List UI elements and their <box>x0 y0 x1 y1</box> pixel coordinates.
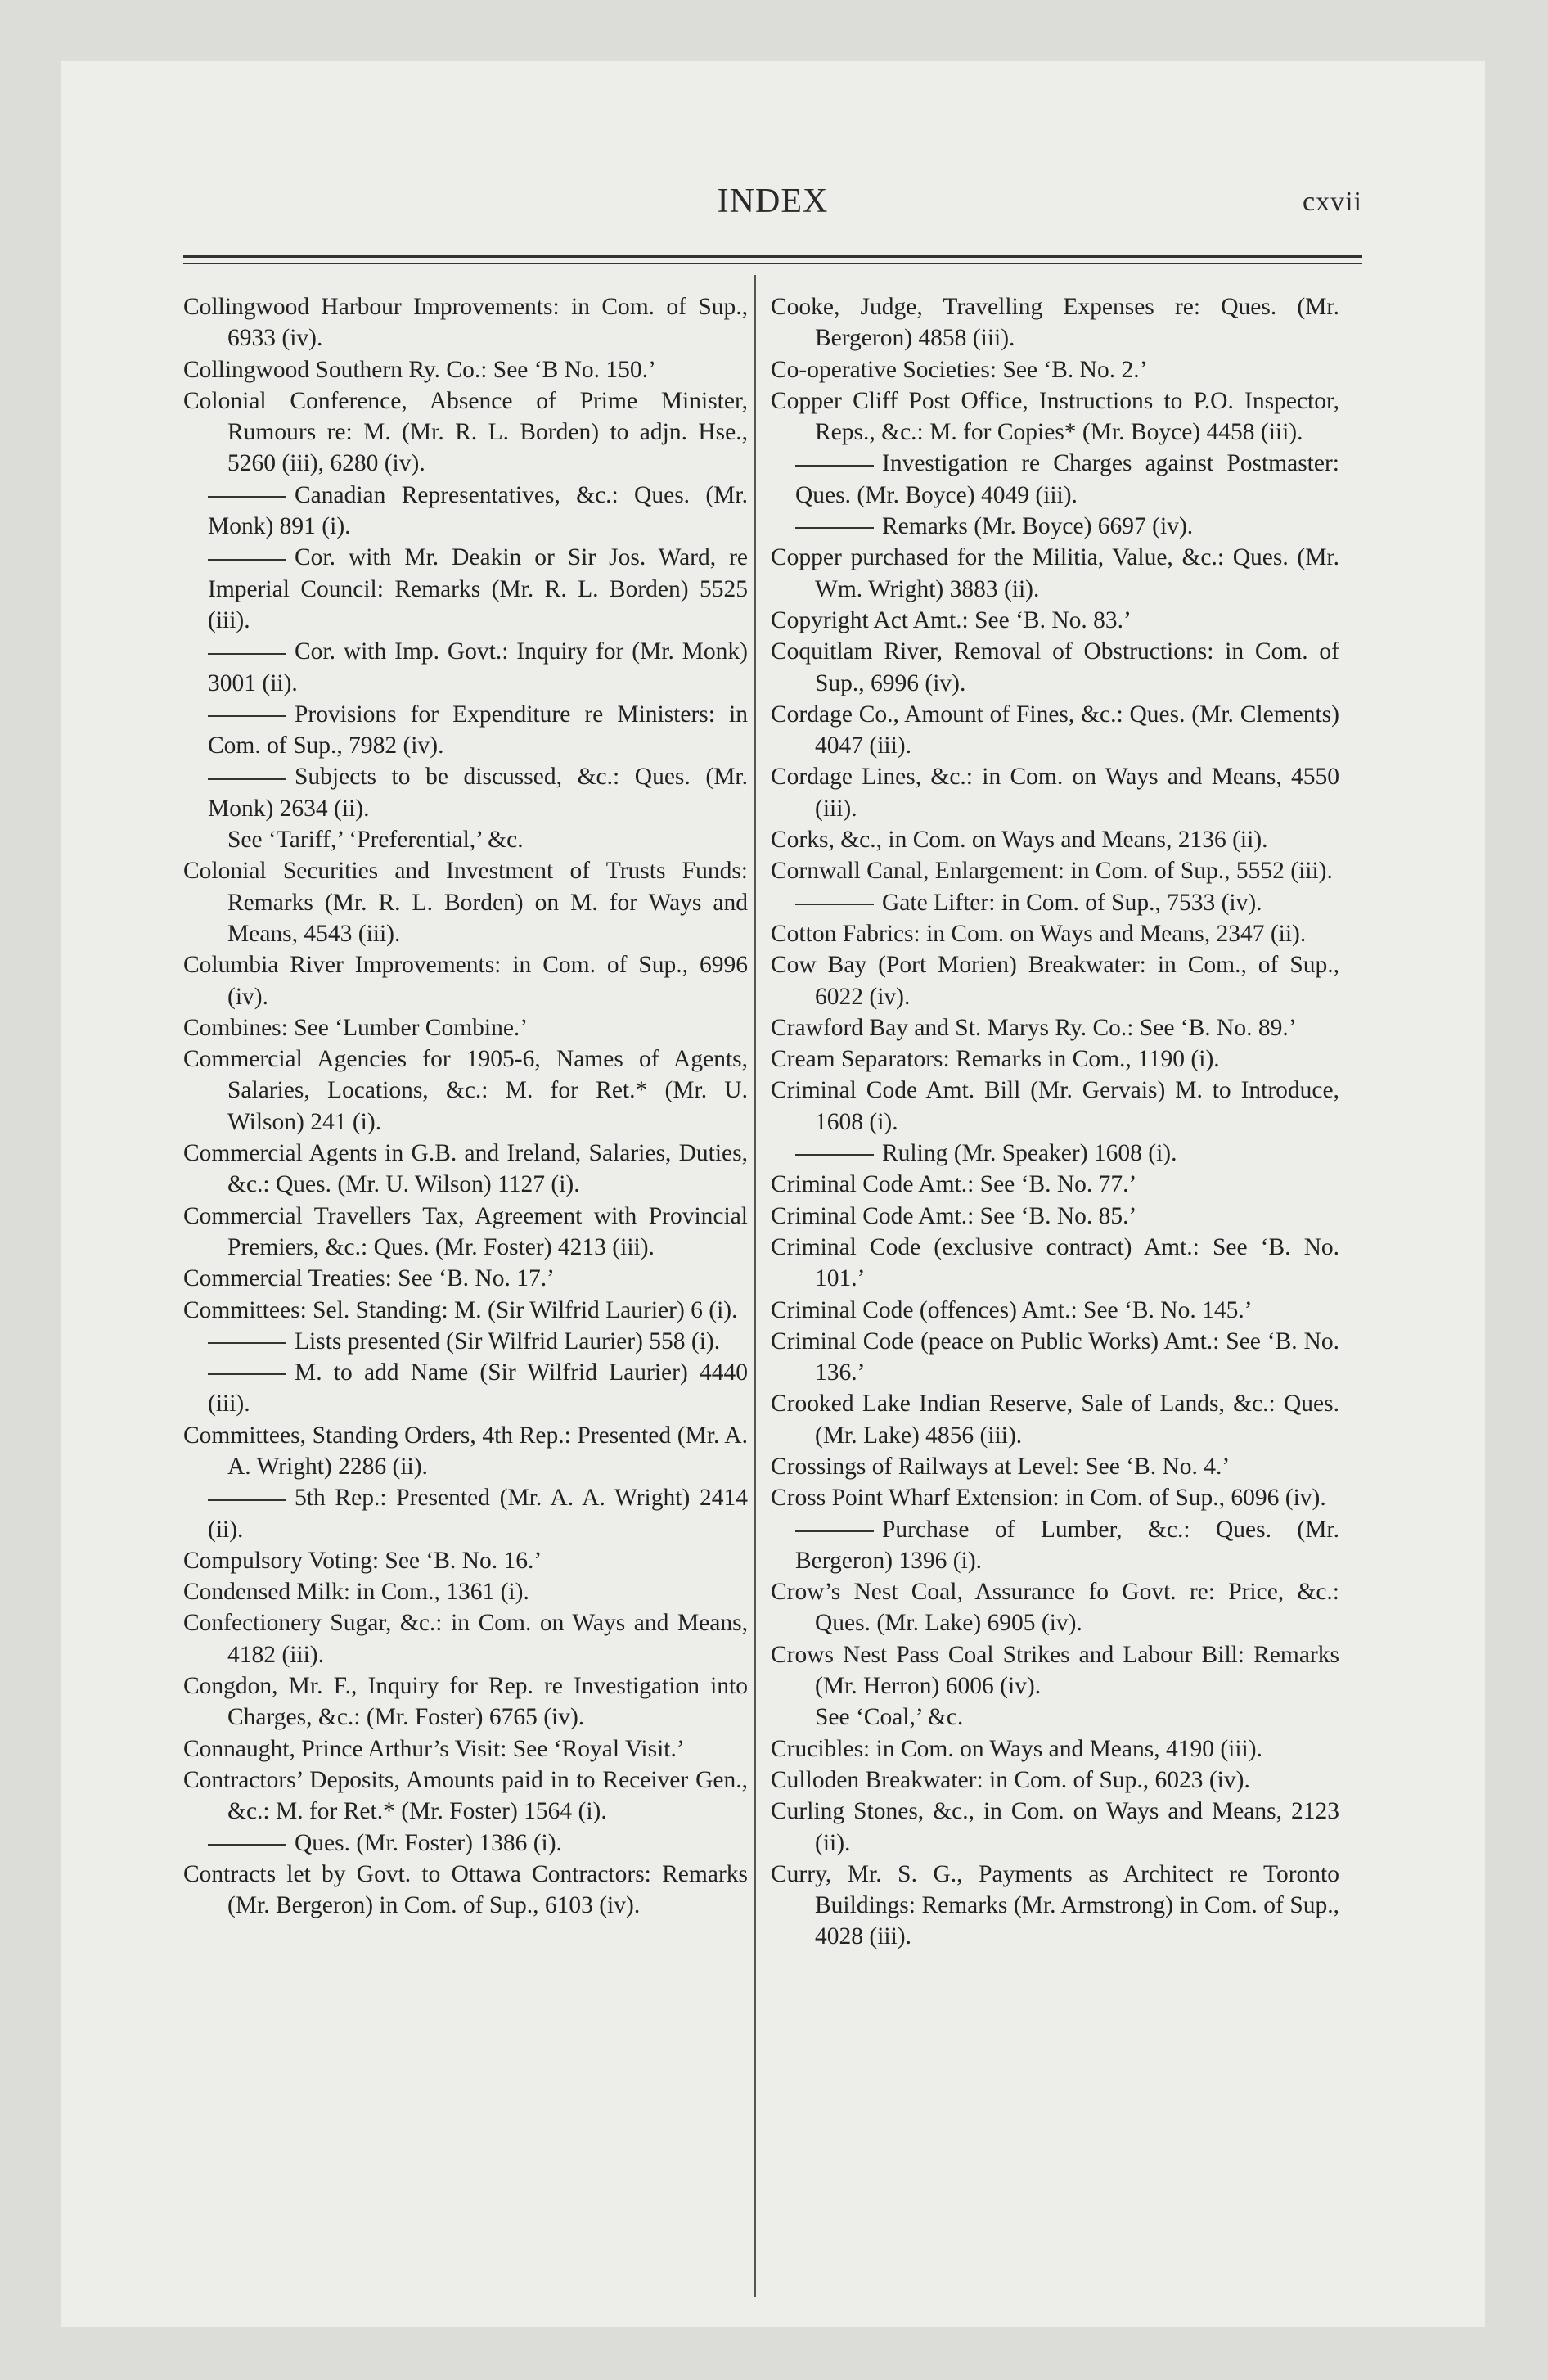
index-entry <box>771 855 1339 886</box>
entry-text: Cross Point Wharf Extension: in Com. of Sup., 6096 (iv). <box>771 1485 1326 1512</box>
index-entry <box>183 855 748 949</box>
index-entry <box>183 1138 748 1201</box>
index-subentry <box>751 1138 1339 1169</box>
column-divider <box>754 275 756 2297</box>
index-entry <box>771 824 1339 855</box>
index-subentry <box>164 542 748 636</box>
ditto-dash <box>208 778 286 780</box>
entry-text: Combines: See ‘Lumber Combine.’ <box>183 1014 529 1041</box>
entry-text: Committees: Sel. Standing: M. (Sir Wilfrid Laurier) 6 (i). <box>183 1296 738 1323</box>
entry-text: Connaught, Prince Arthur’s Visit: See ‘Royal Visit.’ <box>183 1735 685 1762</box>
entry-text: Confectionery Sugar, &c.: in Com. on Ways and Means, 4182 (iii). <box>183 1610 748 1668</box>
entry-text: Commercial Travellers Tax, Agreement with Provincial Premiers, &c.: Ques. (Mr. Foster) 4213 (iii). <box>183 1202 748 1260</box>
entry-text: Condensed Milk: in Com., 1361 (i). <box>183 1579 529 1606</box>
page-number: cxvii <box>1303 187 1362 217</box>
entry-text: Contracts let by Govt. to Ottawa Contractors: Remarks (Mr. Bergeron) in Com. of Sup., 6103 (iv). <box>183 1860 748 1919</box>
entry-text: Crooked Lake Indian Reserve, Sale of Lands, &c.: Ques. (Mr. Lake) 4856 (iii). <box>771 1391 1339 1449</box>
index-entry <box>771 1859 1339 1953</box>
entry-text: Crucibles: in Com. on Ways and Means, 4190 (iii). <box>771 1735 1262 1762</box>
index-subentry <box>164 1482 748 1545</box>
entry-text: Compulsory Voting: See ‘B. No. 16.’ <box>183 1547 542 1574</box>
entry-text: Ques. (Mr. Foster) 1386 (i). <box>295 1829 562 1856</box>
index-entry <box>183 1263 748 1294</box>
entry-text: Commercial Treaties: See ‘B. No. 17.’ <box>183 1265 555 1292</box>
entry-text: Crow’s Nest Coal, Assurance fo Govt. re: Price, &c.: Ques. (Mr. Lake) 6905 (iv). <box>771 1579 1339 1637</box>
index-entry <box>771 1044 1339 1075</box>
entry-text: Curling Stones, &c., in Com. on Ways and Means, 2123 (ii). <box>771 1798 1339 1856</box>
index-entry <box>771 1733 1339 1765</box>
entry-text: See ‘Tariff,’ ‘Preferential,’ &c. <box>227 827 524 854</box>
ditto-dash <box>795 1154 874 1156</box>
entry-text: Copper purchased for the Militia, Value, &c.: Ques. (Mr. Wm. Wright) 3883 (ii). <box>771 544 1339 602</box>
entry-text: Criminal Code Amt. Bill (Mr. Gervais) M. to Introduce, 1608 (i). <box>771 1077 1339 1135</box>
index-subentry <box>164 1326 748 1357</box>
entry-text: Curry, Mr. S. G., Payments as Architect re Toronto Buildings: Remarks (Mr. Armstrong) in Com. of Sup., 4028 (iii). <box>771 1860 1339 1950</box>
index-subentry <box>751 511 1339 542</box>
index-entry <box>183 1670 748 1733</box>
entry-text: Columbia River Improvements: in Com. of Sup., 6996 (iv). <box>183 952 748 1010</box>
entry-text: Ruling (Mr. Speaker) 1608 (i). <box>882 1140 1177 1167</box>
index-entry <box>183 1201 748 1264</box>
index-entry <box>771 1075 1339 1138</box>
index-entry <box>183 291 748 354</box>
index-subentry <box>164 761 748 824</box>
entry-text: Copper Cliff Post Office, Instructions to P.O. Inspector, Reps., &c.: M. for Copies* (Mr. Boyce) 4458 (iii). <box>771 387 1339 446</box>
index-entry <box>183 1859 748 1922</box>
index-entry <box>771 1451 1339 1482</box>
index-entry <box>771 605 1339 636</box>
entry-text: Subjects to be discussed, &c.: Ques. (Mr. Monk) 2634 (ii). <box>208 764 748 822</box>
index-entry <box>771 354 1339 385</box>
index-subentry <box>164 636 748 699</box>
index-entry <box>771 1201 1339 1232</box>
index-entry <box>771 1482 1339 1513</box>
index-entry <box>183 1576 748 1607</box>
entry-text: Cotton Fabrics: in Com. on Ways and Means, 2347 (ii). <box>771 920 1307 947</box>
entry-text: Culloden Breakwater: in Com. of Sup., 6023 (iv). <box>771 1766 1250 1793</box>
entry-text: Investigation re Charges against Postmaster: Ques. (Mr. Boyce) 4049 (iii). <box>795 450 1339 508</box>
index-subentry <box>164 699 748 762</box>
index-column-left <box>183 291 748 1921</box>
index-entry <box>771 918 1339 949</box>
entry-text: Colonial Conference, Absence of Prime Minister, Rumours re: M. (Mr. R. L. Borden) to adjn. Hse., 5260 (iii), 6280 (iv). <box>183 387 748 477</box>
index-subentry <box>164 1357 748 1420</box>
index-entry <box>771 1388 1339 1451</box>
index-entry <box>183 1545 748 1576</box>
index-entry <box>183 354 748 385</box>
entry-text: M. to add Name (Sir Wilfrid Laurier) 4440 (iii). <box>208 1359 748 1418</box>
index-column-right <box>771 291 1339 1953</box>
index-entry <box>183 1765 748 1828</box>
index-entry <box>771 1326 1339 1389</box>
ditto-dash <box>208 715 286 717</box>
index-subentry <box>751 448 1339 511</box>
index-entry <box>183 1012 748 1044</box>
index-entry <box>771 385 1339 449</box>
index-entry <box>183 385 748 480</box>
entry-text: Criminal Code (exclusive contract) Amt.: See ‘B. No. 101.’ <box>771 1233 1339 1292</box>
index-entry <box>771 636 1339 699</box>
entry-text: Cooke, Judge, Travelling Expenses re: Ques. (Mr. Bergeron) 4858 (iii). <box>771 294 1339 352</box>
index-entry <box>183 1295 748 1326</box>
header-rule-thin <box>183 263 1362 264</box>
ditto-dash <box>208 1499 286 1501</box>
ditto-dash <box>795 465 874 467</box>
entry-text: Congdon, Mr. F., Inquiry for Rep. re Investigation into Charges, &c.: (Mr. Foster) 6765 (iv). <box>183 1673 748 1731</box>
index-entry <box>183 1607 748 1670</box>
entry-text: Coquitlam River, Removal of Obstructions: in Com. of Sup., 6996 (iv). <box>771 638 1339 696</box>
header-rule <box>183 255 1362 258</box>
index-subentry <box>164 480 748 543</box>
index-entry <box>771 1295 1339 1326</box>
index-entry <box>183 824 748 855</box>
entry-text: Crawford Bay and St. Marys Ry. Co.: See ‘B. No. 89.’ <box>771 1014 1297 1041</box>
index-entry <box>771 291 1339 354</box>
entry-text: Criminal Code (offences) Amt.: See ‘B. No. 145.’ <box>771 1296 1253 1323</box>
entry-text: Copyright Act Amt.: See ‘B. No. 83.’ <box>771 606 1132 633</box>
entry-text: Purchase of Lumber, &c.: Ques. (Mr. Bergeron) 1396 (i). <box>795 1516 1339 1574</box>
ditto-dash <box>208 653 286 655</box>
entry-text: See ‘Coal,’ &c. <box>815 1704 964 1731</box>
ditto-dash <box>208 496 286 498</box>
book-page <box>61 61 1485 2327</box>
entry-text: Criminal Code Amt.: See ‘B. No. 77.’ <box>771 1171 1137 1198</box>
entry-text: Committees, Standing Orders, 4th Rep.: Presented (Mr. A. A. Wright) 2286 (ii). <box>183 1422 748 1480</box>
entry-text: Crossings of Railways at Level: See ‘B. No. 4.’ <box>771 1453 1231 1480</box>
entry-text: Collingwood Harbour Improvements: in Com. of Sup., 6933 (iv). <box>183 294 748 352</box>
index-entry <box>771 1576 1339 1639</box>
entry-text: Gate Lifter: in Com. of Sup., 7533 (iv). <box>882 889 1262 916</box>
ditto-dash <box>208 1342 286 1344</box>
index-entry <box>183 949 748 1012</box>
entry-text: Canadian Representatives, &c.: Ques. (Mr. Monk) 891 (i). <box>208 481 748 540</box>
entry-text: Cor. with Imp. Govt.: Inquiry for (Mr. Monk) 3001 (ii). <box>208 638 748 696</box>
index-subentry <box>164 1828 748 1859</box>
page-header <box>61 182 1485 239</box>
entry-text: Cow Bay (Port Morien) Breakwater: in Com., of Sup., 6022 (iv). <box>771 952 1339 1010</box>
entry-text: Lists presented (Sir Wilfrid Laurier) 558 (i). <box>295 1327 721 1355</box>
ditto-dash <box>795 527 874 529</box>
index-entry <box>771 1639 1339 1702</box>
entry-text: Criminal Code (peace on Public Works) Amt.: See ‘B. No. 136.’ <box>771 1327 1339 1386</box>
ditto-dash <box>208 559 286 561</box>
index-entry <box>771 699 1339 762</box>
index-entry <box>771 1232 1339 1295</box>
entry-text: Cream Separators: Remarks in Com., 1190 (i). <box>771 1046 1220 1073</box>
entry-text: Cordage Co., Amount of Fines, &c.: Ques. (Mr. Clements) 4047 (iii). <box>771 701 1339 760</box>
ditto-dash <box>208 1373 286 1375</box>
index-entry <box>771 542 1339 605</box>
entry-text: Co-operative Societies: See ‘B. No. 2.’ <box>771 356 1148 383</box>
ditto-dash <box>795 1530 874 1532</box>
index-entry <box>183 1044 748 1138</box>
entry-text: Contractors’ Deposits, Amounts paid in to Receiver Gen., &c.: M. for Ret.* (Mr. Foster) 1564 (i). <box>183 1766 748 1825</box>
entry-text: Collingwood Southern Ry. Co.: See ‘B No. 150.’ <box>183 356 656 383</box>
entry-text: Commercial Agencies for 1905-6, Names of Agents, Salaries, Locations, &c.: M. for Ret.* (Mr. U. Wilson) 241 (i). <box>183 1046 748 1135</box>
ditto-dash <box>208 1844 286 1846</box>
index-entry <box>771 1796 1339 1859</box>
index-entry <box>771 1012 1339 1044</box>
entry-text: Crows Nest Pass Coal Strikes and Labour Bill: Remarks (Mr. Herron) 6006 (iv). <box>771 1641 1339 1700</box>
entry-text: Cornwall Canal, Enlargement: in Com. of Sup., 5552 (iii). <box>771 858 1333 885</box>
entry-text: Provisions for Expenditure re Ministers: in Com. of Sup., 7982 (iv). <box>208 701 748 760</box>
entry-text: Criminal Code Amt.: See ‘B. No. 85.’ <box>771 1202 1137 1229</box>
entry-text: Corks, &c., in Com. on Ways and Means, 2136 (ii). <box>771 827 1268 854</box>
entry-text: Commercial Agents in G.B. and Ireland, Salaries, Duties, &c.: Ques. (Mr. U. Wilson) 1127 (i). <box>183 1140 748 1198</box>
page-title: INDEX <box>717 183 829 220</box>
index-entry <box>771 1702 1339 1733</box>
entry-text: Cordage Lines, &c.: in Com. on Ways and Means, 4550 (iii). <box>771 764 1339 822</box>
index-entry <box>771 1169 1339 1200</box>
entry-text: 5th Rep.: Presented (Mr. A. A. Wright) 2414 (ii). <box>208 1485 748 1543</box>
index-subentry <box>751 887 1339 918</box>
entry-text: Cor. with Mr. Deakin or Sir Jos. Ward, re Imperial Council: Remarks (Mr. R. L. Borden) 5525 (iii). <box>208 544 748 633</box>
index-subentry <box>751 1514 1339 1577</box>
index-entry <box>183 1420 748 1483</box>
index-entry <box>771 1765 1339 1796</box>
entry-text: Colonial Securities and Investment of Trusts Funds: Remarks (Mr. R. L. Borden) on M. for Ways and Means, 4543 (iii). <box>183 858 748 947</box>
entry-text: Remarks (Mr. Boyce) 6697 (iv). <box>882 513 1194 540</box>
index-entry <box>183 1733 748 1765</box>
ditto-dash <box>795 904 874 905</box>
index-entry <box>771 761 1339 824</box>
index-entry <box>771 949 1339 1012</box>
